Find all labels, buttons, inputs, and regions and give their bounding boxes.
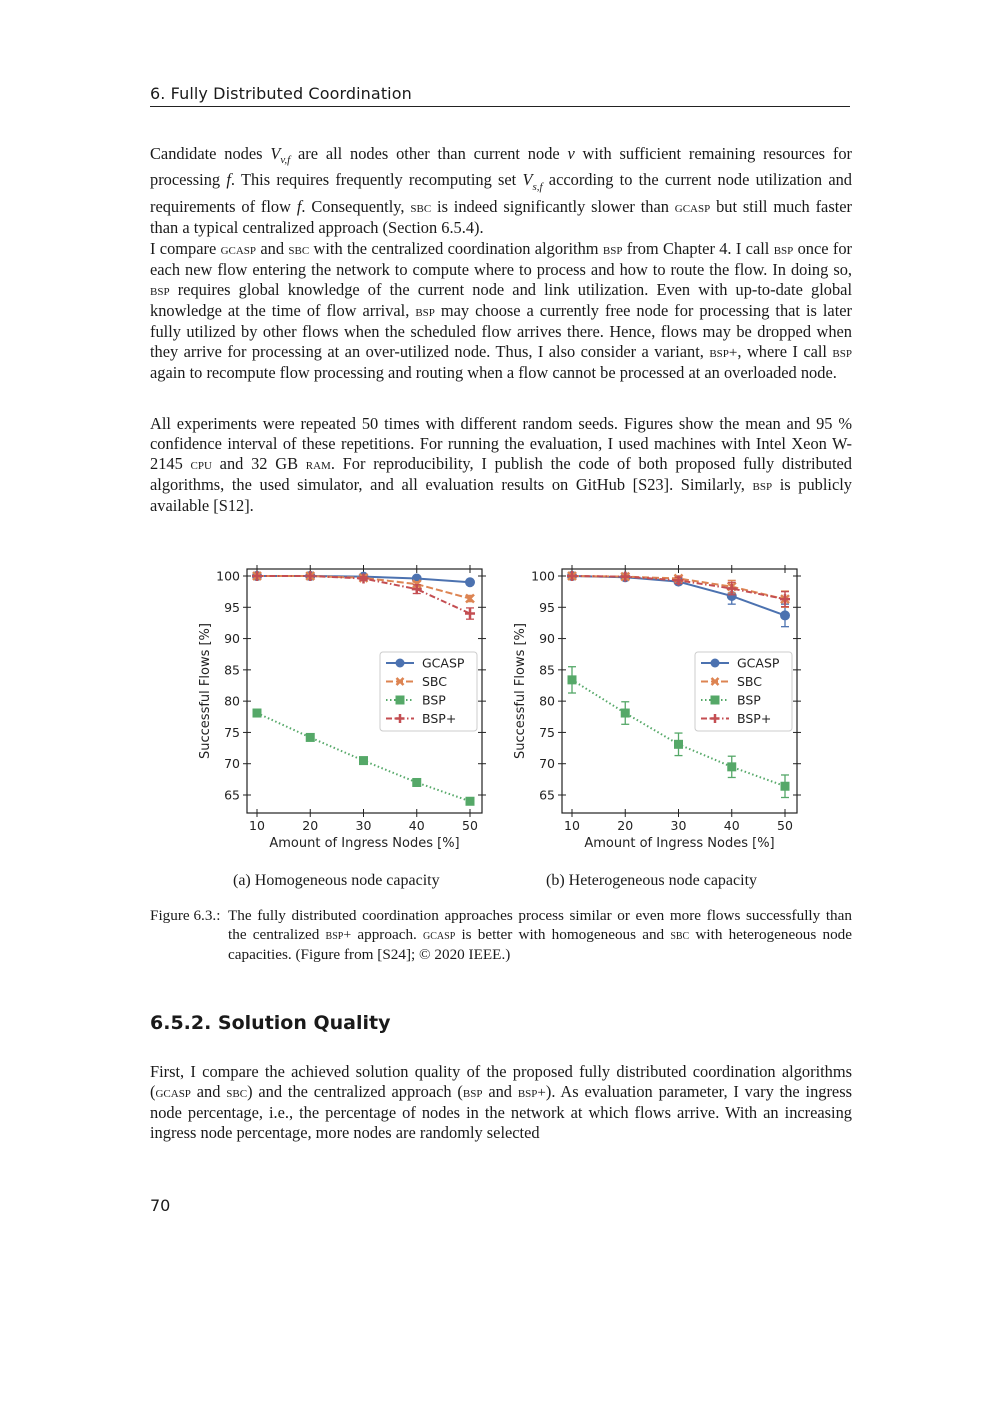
svg-text:BSP+: BSP+ [737, 711, 772, 726]
y-tick-label: 100 [531, 568, 555, 584]
y-axis-label: Successful Flows [%] [198, 623, 213, 759]
header-rule [150, 106, 850, 107]
svg-text:SBC: SBC [422, 674, 448, 689]
x-tick-label: 50 [777, 818, 793, 833]
x-tick-label: 10 [564, 818, 580, 833]
y-tick-label: 75 [224, 724, 240, 740]
x-tick-label: 40 [408, 818, 425, 833]
y-tick-label: 75 [539, 724, 555, 740]
paragraph-solution-quality: First, I compare the achieved solution quality of the proposed fully distributed coordination algorithms (gcasp and sbc) and the centralized approach (bsp and bsp+). As evaluation parameter, I vary the ingress node percentage, i.e., the percentage of nodes in the network at which flows arrive. With an increasing ingress node percentage, more nodes are randomly selected [150, 1062, 852, 1142]
y-tick-label: 95 [539, 599, 555, 615]
y-tick-label: 100 [216, 568, 240, 584]
y-axis-label: Successful Flows [%] [513, 623, 528, 759]
paragraph-experiments: All experiments were repeated 50 times with different random seeds. Figures show the mean and 95 % confidence interval of these repetitions. For running the evaluation, I used machines with Intel Xeon W-2145 cpu and 32 GB ram. For reproducibility, I publish the code of both proposed fully distributed algorithms, the used simulator, and all evaluation results on GitHub [S23]. Similarly, bsp is publicly available [S12]. [150, 414, 852, 515]
x-tick-label: 20 [302, 818, 319, 833]
svg-text:BSP: BSP [422, 692, 446, 708]
figure-caption-text: The fully distributed coordination approaches process similar or even more flows successfully than the centralized bsp+ approach. gcasp is better with homogeneous and sbc with heterogeneous node capacities. (Figure from [S24]; © 2020 IEEE.) [228, 907, 853, 963]
page-number: 70 [150, 1196, 171, 1215]
figure-caption [150, 906, 852, 964]
chart-heterogeneous [513, 565, 801, 851]
x-tick-label: 40 [723, 818, 740, 833]
section-title: 6.5.2. Solution Quality [150, 1012, 391, 1034]
svg-text:GCASP: GCASP [422, 655, 465, 671]
y-tick-label: 85 [539, 662, 555, 678]
y-tick-label: 70 [539, 756, 555, 772]
legend [380, 652, 477, 731]
y-tick-label: 65 [539, 787, 555, 803]
chart-homogeneous [198, 565, 486, 851]
subcaption-b: (b) Heterogeneous node capacity [546, 872, 758, 889]
y-tick-label: 70 [224, 756, 240, 772]
y-tick-label: 90 [224, 631, 240, 647]
y-tick-label: 80 [224, 693, 240, 709]
svg-text:SBC: SBC [737, 674, 763, 689]
svg-text:GCASP: GCASP [737, 655, 780, 671]
paragraph-candidate-nodes: Candidate nodes $V_{v,f}$ are all nodes other than current node v with sufficient remaining resources for processing f. This requires frequently recomputing set $V_{s,f}$ according to the current node utilization and requirements of flow f. Consequently, sbc is indeed significantly slower than gcasp but still much faster than a typical centralized approach (Section 6.5.4). [150, 144, 852, 237]
x-axis-label: Amount of Ingress Nodes [%] [584, 836, 775, 851]
x-axis-label: Amount of Ingress Nodes [%] [269, 836, 460, 851]
y-tick-label: 95 [224, 599, 240, 615]
y-tick-label: 90 [539, 631, 555, 647]
y-tick-label: 80 [539, 693, 555, 709]
legend [695, 652, 792, 731]
x-tick-label: 10 [249, 818, 265, 833]
x-tick-label: 30 [670, 818, 687, 833]
x-tick-label: 20 [617, 818, 634, 833]
figure-caption-label: Figure 6.3.: [150, 907, 221, 924]
paragraph-compare-bsp: I compare gcasp and sbc with the centralized coordination algorithm bsp from Chapter 4. I call bsp once for each new flow entering the network to compute where to process and how to route the flow. In doing so, bsp requires global knowledge of the current node and link utilization. Even with up-to-date global knowledge at the time of flow arrival, bsp may choose a currently free node for processing that is later fully utilized by other flows when the scheduled flow arrives there. Hence, flows may be dropped when they arrive for processing at an over-utilized node. Thus, I also consider a variant, bsp+, where I call bsp again to recompute flow processing and routing when a flow cannot be processed at an overloaded node. [150, 239, 853, 382]
y-tick-label: 65 [224, 787, 240, 803]
subcaption-a: (a) Homogeneous node capacity [233, 872, 440, 889]
running-head: 6. Fully Distributed Coordination [150, 84, 412, 103]
svg-text:BSP+: BSP+ [422, 711, 457, 726]
y-tick-label: 85 [224, 662, 240, 678]
x-tick-label: 50 [462, 818, 478, 833]
x-tick-label: 30 [355, 818, 372, 833]
figure-6-3 [190, 560, 820, 860]
svg-text:BSP: BSP [737, 692, 761, 708]
